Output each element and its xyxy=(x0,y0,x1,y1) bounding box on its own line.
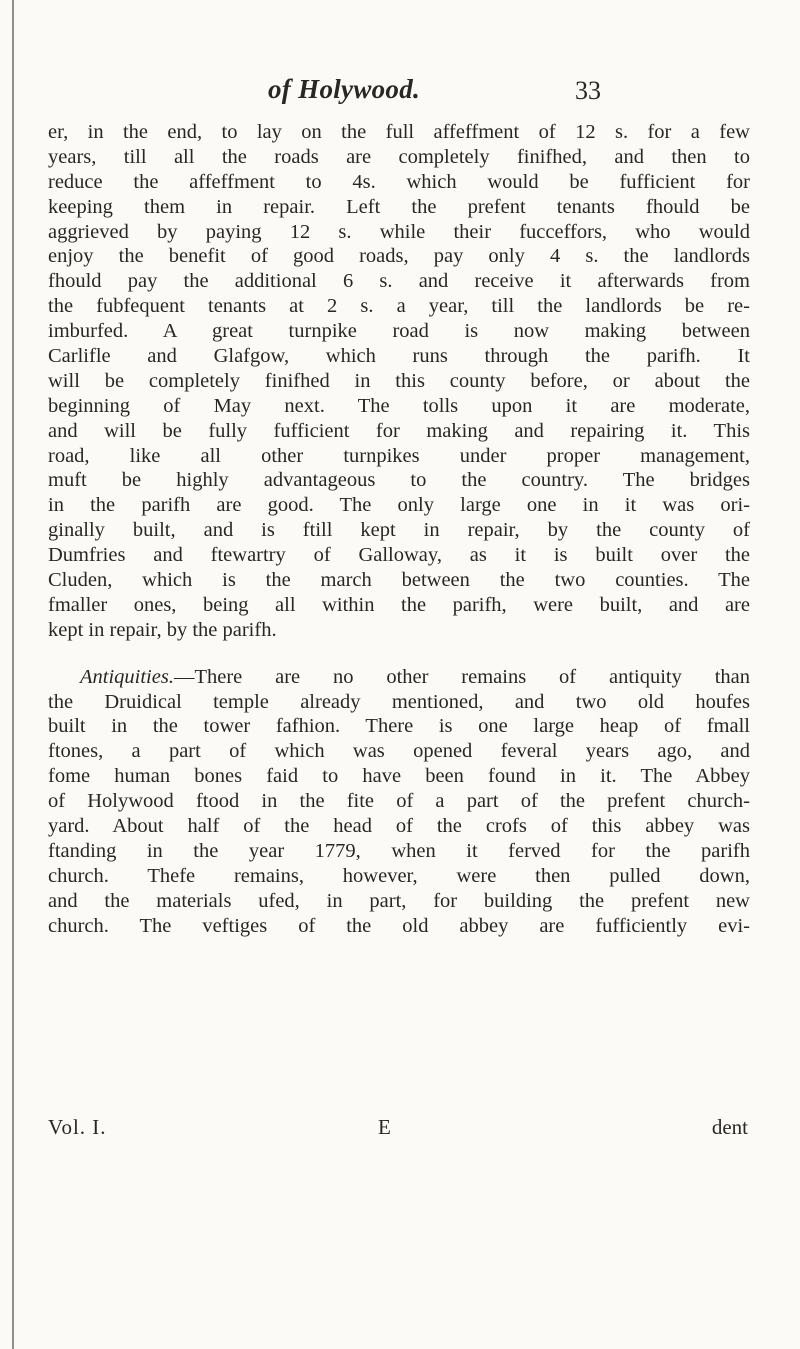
body-text xyxy=(48,120,750,939)
text-line: er, in the end, to lay on the full affeffment of 12 s. for a few xyxy=(48,121,750,143)
running-head xyxy=(0,72,800,112)
text-line: Dumfries and ftewartry of Galloway, as it is built over the xyxy=(48,544,750,567)
text-line: will be completely finifhed in this county before, or about the xyxy=(48,369,750,392)
text-line: beginning of May next. The tolls upon it are moderate, xyxy=(48,394,750,417)
text-line: imburfed. A great turnpike road is now making between xyxy=(48,320,750,343)
text-line: ginally built, and is ftill kept in repair, by the county of xyxy=(48,519,750,542)
volume-signature: Vol. I. xyxy=(48,1115,107,1139)
text-line: ftones, a part of which was opened feveral years ago, and xyxy=(48,740,750,763)
signature-mark: E xyxy=(378,1115,391,1139)
text-line: ftanding in the year 1779, when it ferved for the parifh xyxy=(48,839,750,862)
text-line: fmaller ones, being all within the parifh, were built, and are xyxy=(48,593,750,616)
text-line: and the materials ufed, in part, for building the prefent new xyxy=(48,889,750,912)
text-line: built in the tower fafhion. There is one large heap of fmall xyxy=(48,715,750,738)
text-line: church. Thefe remains, however, were then pulled down, xyxy=(48,864,750,887)
text-line: the fubfequent tenants at 2 s. a year, till the landlords be re- xyxy=(48,295,750,318)
text-line: Carlifle and Glafgow, which runs through the parifh. It xyxy=(48,345,750,368)
text-line: Cluden, which is the march between the two counties. The xyxy=(48,569,750,592)
text-line: fhould pay the additional 6 s. and receive it afterwards from xyxy=(48,270,750,293)
text-line: reduce the affeffment to 4s. which would be fufficient for xyxy=(48,170,750,193)
section-heading: Antiquities. xyxy=(80,665,174,688)
text-line: kept in repair, by the parifh. xyxy=(48,618,277,641)
catchword: dent xyxy=(711,1115,748,1139)
text-line: keeping them in repair. Left the prefent tenants fhould be xyxy=(48,195,750,218)
text-line: enjoy the benefit of good roads, pay only 4 s. the landlords xyxy=(48,245,750,268)
page-number: 33 xyxy=(575,76,601,105)
text-line: years, till all the roads are completely finifhed, and then to xyxy=(48,145,750,168)
text-line: yard. About half of the head of the crofs of this abbey was xyxy=(48,815,750,838)
text-line: fome human bones faid to have been found in it. The Abbey xyxy=(48,765,750,788)
paragraph-roads xyxy=(48,120,750,643)
text-line: of Holywood ftood in the fite of a part of the prefent church- xyxy=(48,790,750,813)
page-edge-rule xyxy=(12,0,14,1349)
text-line: muft be highly advantageous to the country. The bridges xyxy=(48,469,750,492)
paragraph-gap xyxy=(48,643,750,665)
text-line: and will be fully fufficient for making and repairing it. This xyxy=(48,419,750,442)
text-line: the Druidical temple already mentioned, and two old houfes xyxy=(48,690,750,713)
page-footer xyxy=(48,1113,750,1141)
text-line-rest: —There are no other remains of antiquity than xyxy=(173,665,750,688)
text-line: aggrieved by paying 12 s. while their fucceffors, who would xyxy=(48,220,750,243)
running-title: of Holywood. xyxy=(268,74,421,104)
text-line: in the parifh are good. The only large one in it was ori- xyxy=(48,494,750,517)
text-line xyxy=(48,665,750,690)
text-line: church. The veftiges of the old abbey are fufficiently evi- xyxy=(48,914,750,937)
text-line: road, like all other turnpikes under proper management, xyxy=(48,444,750,467)
paragraph-antiquities xyxy=(48,665,750,939)
